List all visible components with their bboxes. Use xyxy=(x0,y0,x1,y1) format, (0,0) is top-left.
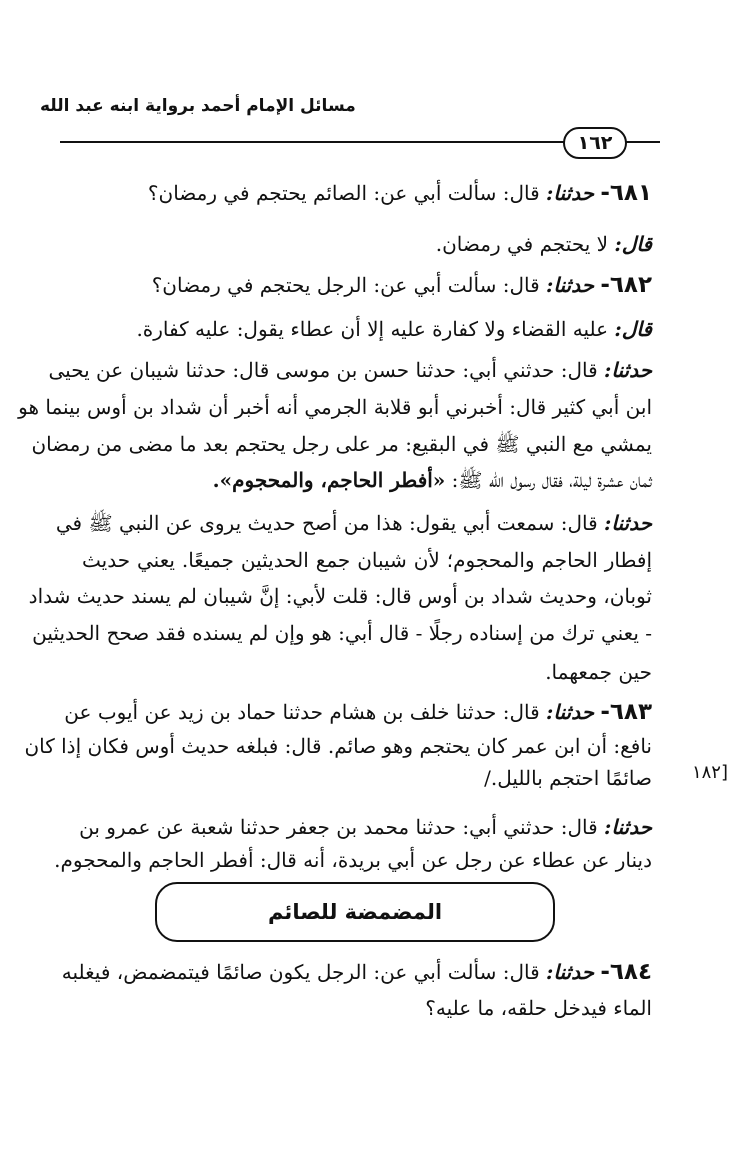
question-text: قال: سألت أبي عن: الصائم يحتجم في رمضان؟ xyxy=(147,181,540,205)
question-681: ٦٨١- حدثنا: قال: سألت أبي عن: الصائم يحتجم في رمضان؟ xyxy=(147,180,652,206)
question-683: ٦٨٣- حدثنا: قال: حدثنا خلف بن هشام حدثنا حماد بن زيد عن أيوب عن xyxy=(64,699,652,725)
answer-682 xyxy=(52,314,652,344)
line-text: قال: سألت أبي عن: الرجل يكون صائمًا فيتمضمض، فيغلبه xyxy=(61,960,540,984)
paragraph-line: نافع: أن ابن عمر كان يحتجم وهو صائم. قال: فبلغه حديث أوس فكان إذا كان xyxy=(24,734,652,758)
haddathana-label: حدثنا: xyxy=(546,181,594,205)
paragraph-line: يمشي مع النبي ﷺ في البقيع: مر على رجل يحتجم بعد ما مضى من رمضان xyxy=(31,432,652,456)
haddathana-label: حدثنا: xyxy=(546,273,594,297)
answer-text: عليه القضاء ولا كفارة عليه إلا أن عطاء يقول: عليه كفارة. xyxy=(136,317,609,341)
haddathana-label: حدثنا: xyxy=(604,815,652,839)
haddathana-label: حدثنا: xyxy=(546,960,594,984)
section-heading: المضمضة للصائم xyxy=(155,882,555,942)
answer-text: لا يحتجم في رمضان. xyxy=(435,232,609,256)
question-number: ٦٨٤ xyxy=(609,959,652,985)
qala-label: قال: xyxy=(614,317,652,341)
qala-label: قال: xyxy=(614,232,652,256)
line-text: قال: حدثني أبي: حدثنا محمد بن جعفر حدثنا شعبة عن عمرو بن xyxy=(79,815,598,839)
question-684: ٦٨٤- حدثنا: قال: سألت أبي عن: الرجل يكون صائمًا فيتمضمض، فيغلبه xyxy=(61,959,652,985)
paragraph-line: دينار عن عطاء عن رجل عن أبي بريدة، أنه قال: أفطر الحاجم والمحجوم. xyxy=(54,848,652,872)
line-text: قال: سمعت أبي يقول: هذا من أصح حديث يروى عن النبي ﷺ في xyxy=(55,511,598,535)
quoted-hadith: «أفطر الحاجم، والمحجوم». xyxy=(212,468,446,492)
paragraph-line xyxy=(48,355,652,385)
paragraph-line xyxy=(55,508,652,538)
haddathana-label: حدثنا: xyxy=(604,511,652,535)
paragraph-line: الماء فيدخل حلقه، ما عليه؟ xyxy=(425,996,652,1020)
paragraph-line: صائمًا احتجم بالليل./ xyxy=(484,766,652,790)
answer-681 xyxy=(52,229,652,259)
line-text: ثمان عشرة ليلة، فقال رسول الله ﷺ: xyxy=(451,468,652,492)
question-text: قال: سألت أبي عن: الرجل يحتجم في رمضان؟ xyxy=(151,273,540,297)
question-682: ٦٨٢- حدثنا: قال: سألت أبي عن: الرجل يحتجم في رمضان؟ xyxy=(151,272,652,298)
haddathana-label: حدثنا: xyxy=(546,700,594,724)
running-header: مسائل الإمام أحمد برواية ابنه عبد الله xyxy=(40,96,356,116)
paragraph-line: ثوبان، وحديث شداد بن أوس قال: قلت لأبي: إنَّ شيبان لم يسند حديث شداد xyxy=(28,584,652,608)
paragraph-line: حين جمعهما. xyxy=(545,660,652,684)
haddathana-label: حدثنا: xyxy=(604,358,652,382)
question-number: ٦٨١ xyxy=(609,180,652,206)
paragraph-line: إفطار الحاجم والمحجوم؛ لأن شيبان جمع الحديثين جميعًا. يعني حديث xyxy=(82,548,652,572)
paragraph-line xyxy=(79,812,652,842)
question-number: ٦٨٣ xyxy=(609,699,652,725)
paragraph-line: - يعني ترك من إسناده رجلًا - قال أبي: هو وإن لم يسنده فقد صحح الحديثين xyxy=(32,621,652,645)
paragraph-line xyxy=(82,465,652,495)
line-text: قال: حدثني أبي: حدثنا حسن بن موسى قال: حدثنا شيبان عن يحيى xyxy=(48,358,598,382)
line-text: قال: حدثنا خلف بن هشام حدثنا حماد بن زيد عن أيوب عن xyxy=(64,700,540,724)
question-number: ٦٨٢ xyxy=(609,272,652,298)
page-number: ١٦٢ xyxy=(563,127,627,159)
paragraph-line: ابن أبي كثير قال: أخبرني أبو قلابة الجرمي أنه أخبر أن شداد بن أوس بينما هو xyxy=(18,395,652,419)
margin-page-ref: [١٨٢ xyxy=(691,762,728,783)
